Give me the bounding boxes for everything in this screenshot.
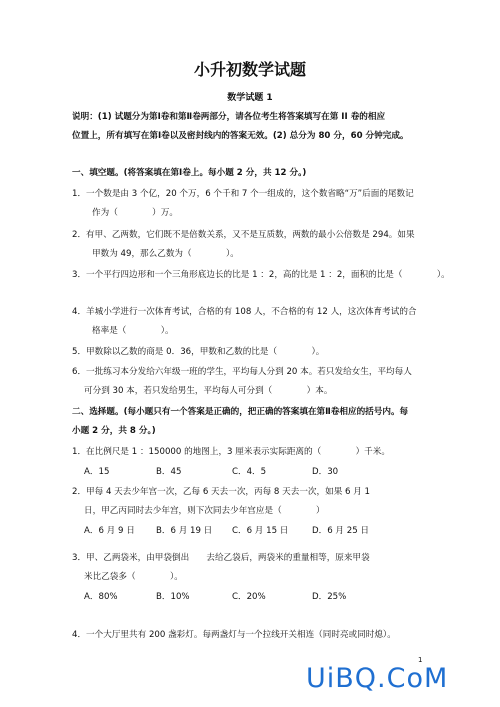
s2-q3-option-a: A．80% xyxy=(84,592,118,602)
instructions-line-2: 位置上，所有填写在第Ⅰ卷以及密封线内的答案无效。(2) 总分为 80 分，60 分钟完成。 xyxy=(72,131,409,141)
s2-q2-line-2: 日，甲乙丙同时去少年宫，则下次同去少年宫应是（ ） xyxy=(84,506,325,516)
s2-q1-option-a: A．15 xyxy=(84,467,110,477)
s2-q1-option-b: B．45 xyxy=(156,467,182,477)
s2-q4-line-1: 4．一个大厅里共有 200 盏彩灯。每两盏灯与一个拉线开关相连（同时亮或同时熄）。 xyxy=(72,630,396,640)
s2-q2-line-1: 2．甲每 4 天去少年宫一次，乙每 6 天去一次，丙每 8 天去一次，如果 6 月 1 xyxy=(72,487,371,497)
s1-q2-line-1: 2．有甲、乙两数，它们既不是倍数关系，又不是互质数，两数的最小公倍数是 294。如果 xyxy=(72,230,415,240)
section-2-heading-line-2: 小题 2 分，共 8 分。) xyxy=(72,426,156,436)
s2-q2-option-a: A．6 月 9 日 xyxy=(84,526,135,536)
s1-q1-line-1: 1．一个数是由 3 个亿，20 个万，6 个千和 7 个一组成的，这个数省略“万”后面的尾数记 xyxy=(72,189,414,199)
section-1-heading: 一、填空题。(将答案填在第Ⅰ卷上。每小题 2 分，共 12 分。) xyxy=(72,168,307,178)
s1-q6-line-1: 6．一批练习本分发给六年级一班的学生，平均每人分到 20 本。若只发给女生，平均每人 xyxy=(72,367,412,377)
s1-q1-line-2: 作为（ ）万。 xyxy=(92,208,178,218)
s1-q4-line-2: 格率是（ ）。 xyxy=(92,326,174,336)
s2-q3-option-d: D．25% xyxy=(312,592,347,602)
instructions-line-1: 说明：(1) 试题分为第Ⅰ卷和第Ⅱ卷两部分，请各位考生将答案填写在第 II 卷的相应 xyxy=(72,112,386,122)
s2-q2-option-c: C．6 月 15 日 xyxy=(232,526,289,536)
site-watermark: UiBQ.CoM xyxy=(306,663,449,694)
s1-q4-line-1: 4．羊城小学进行一次体育考试，合格的有 108 人，不合格的有 12 人，这次体育考试的合 xyxy=(72,307,417,317)
s2-q1-option-d: D．30 xyxy=(312,467,339,477)
page-title: 小升初数学试题 xyxy=(193,60,306,79)
page-number: 1 xyxy=(418,656,423,664)
s1-q2-line-2: 甲数为 49，那么乙数为（ ）。 xyxy=(92,249,239,259)
s2-q2-option-b: B．6 月 19 日 xyxy=(156,526,213,536)
page-subtitle: 数学试题 1 xyxy=(227,93,273,103)
s2-q1-option-c: C．4．5 xyxy=(232,467,267,477)
s2-q3-line-2: 米比乙袋多（ ）。 xyxy=(84,572,183,582)
s1-q3-line-1: 3．一个平行四边形和一个三角形底边长的比是 1 ：2，高的比是 1 ：2，面积的比是（ ）。 xyxy=(72,270,450,280)
s2-q3-line-1: 3．甲、乙两袋米，由甲袋倒出 去给乙袋后，两袋米的重量相等，原来甲袋 xyxy=(72,553,370,563)
s2-q1-line-1: 1．在比例尺是 1 ：150000 的地图上，3 厘米表示实际距离的（ ）千米。 xyxy=(72,447,390,457)
s1-q6-line-2: 可分到 30 本，若只发给男生，平均每人可分到（ ）本。 xyxy=(84,386,333,396)
s2-q3-option-b: B．10% xyxy=(156,592,190,602)
s2-q3-option-c: C．20% xyxy=(232,592,266,602)
s2-q2-option-d: D．6 月 25 日 xyxy=(312,526,369,536)
s1-q5-line-1: 5．甲数除以乙数的商是 0．36，甲数和乙数的比是（ ）。 xyxy=(72,347,325,357)
section-2-heading-line-1: 二、选择题。(每小题只有一个答案是正确的，把正确的答案填在第Ⅱ卷相应的括号内。每 xyxy=(72,407,409,417)
